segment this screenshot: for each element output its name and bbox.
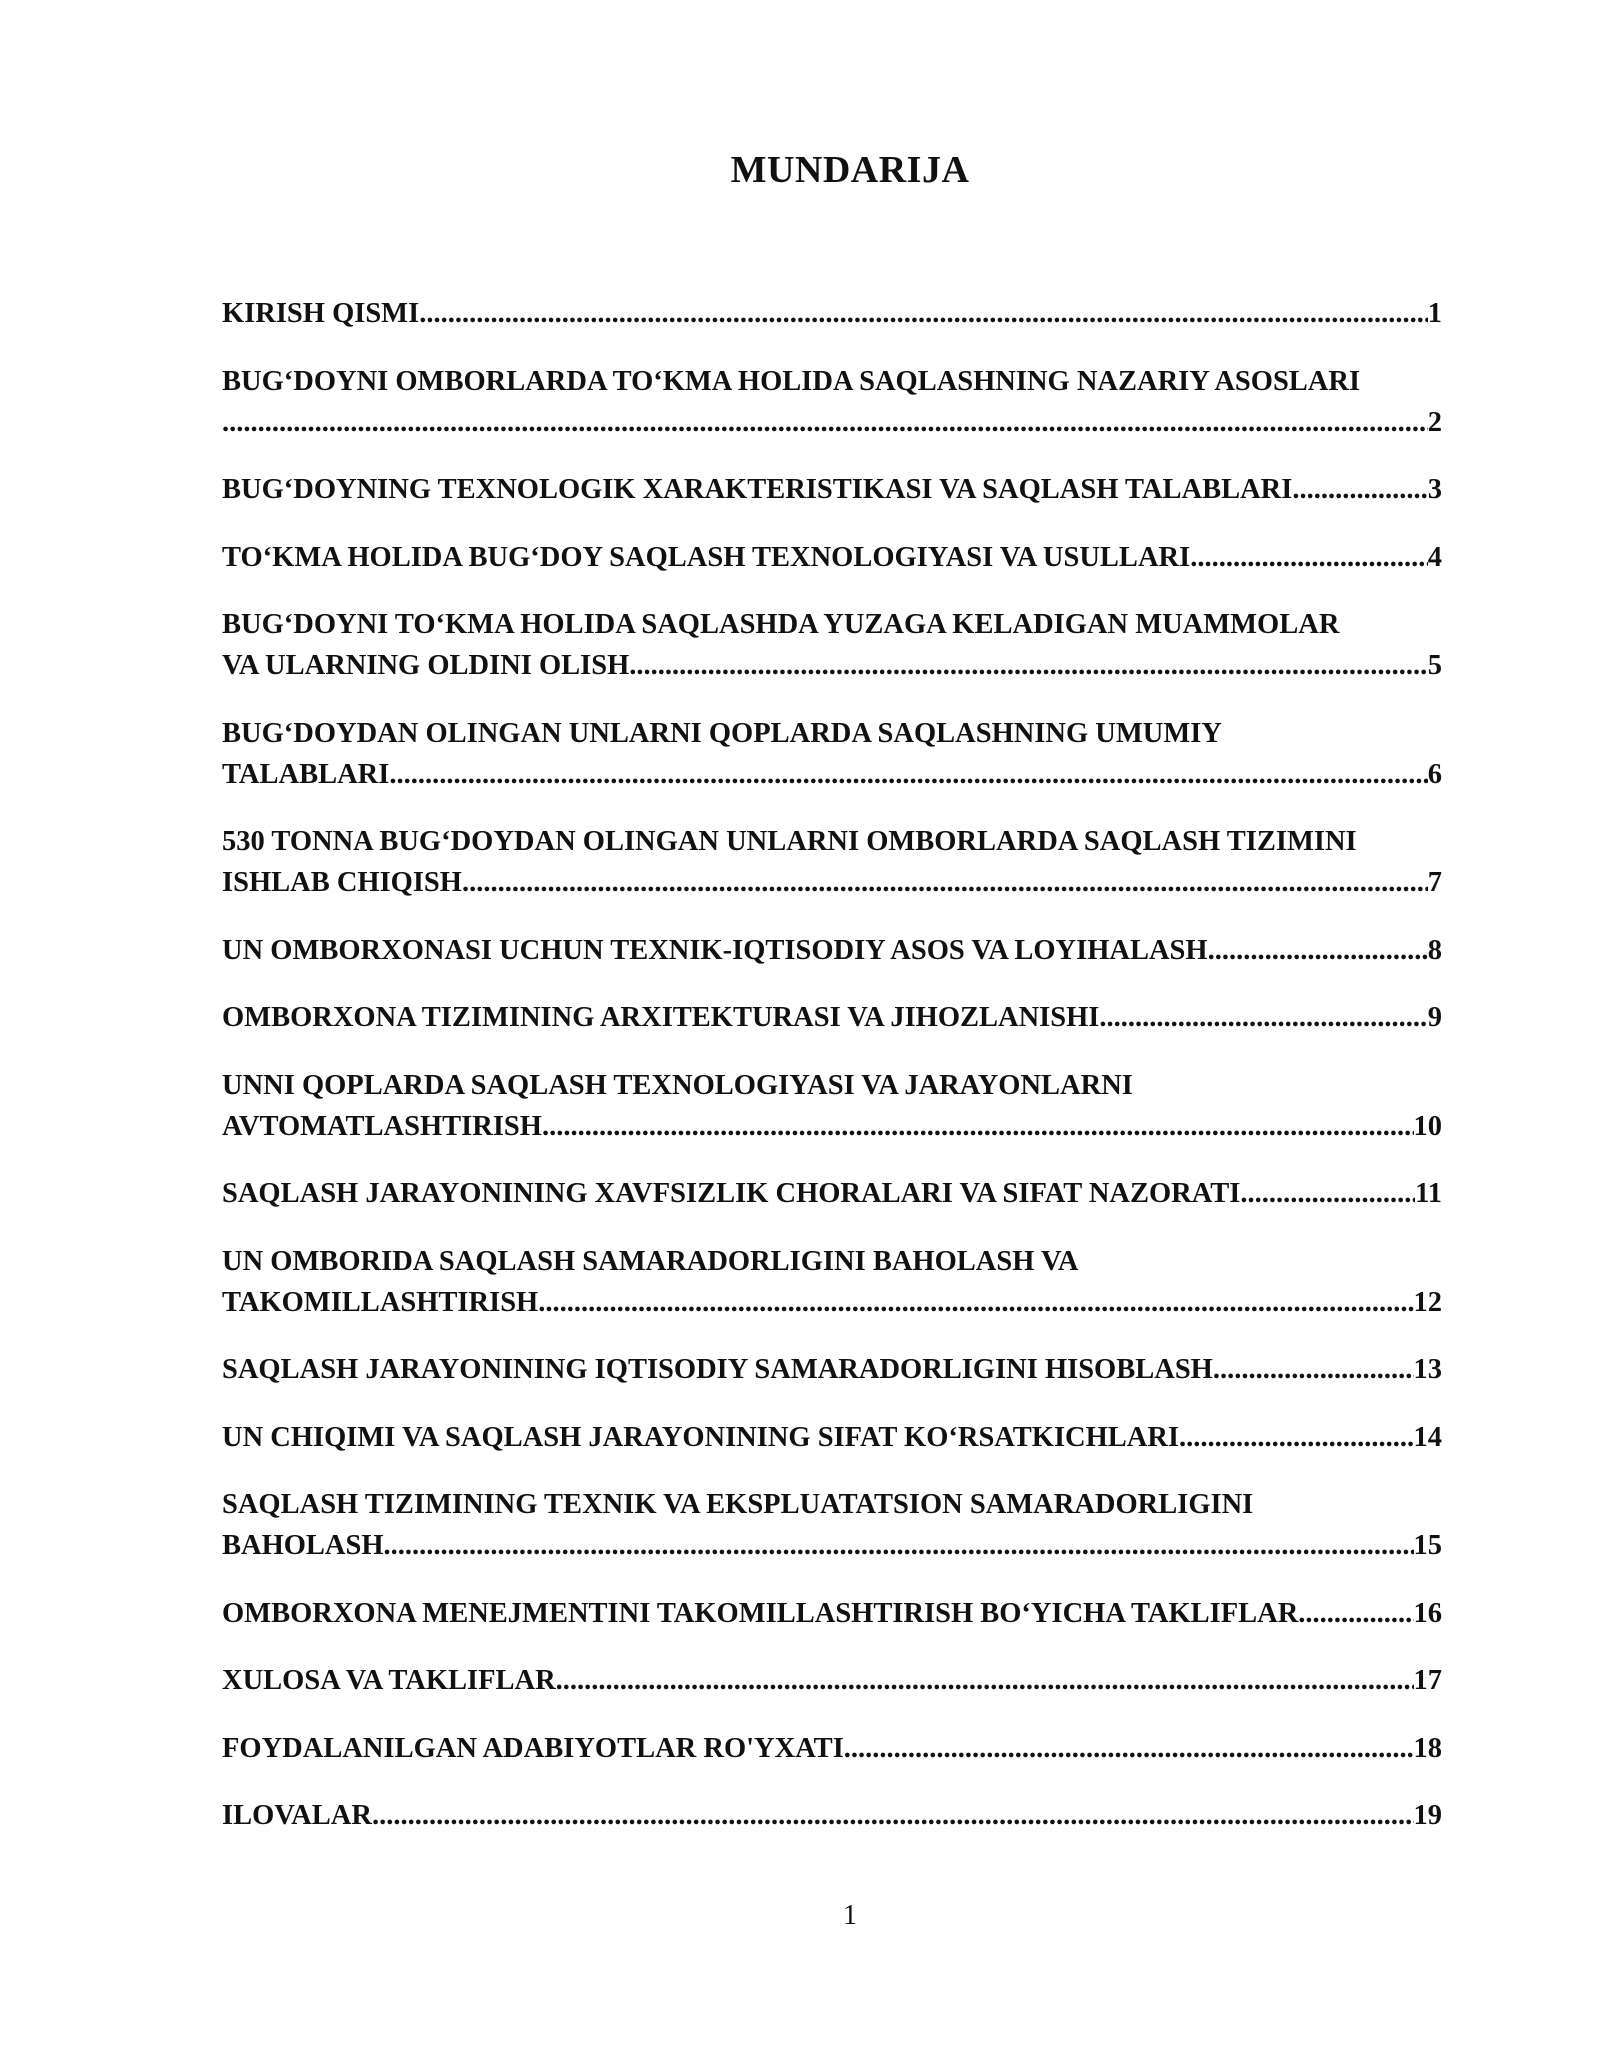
toc-entry[interactable] [222, 1065, 1442, 1147]
dot-leader [419, 293, 1428, 334]
dot-leader [462, 862, 1428, 903]
toc-entry[interactable] [222, 1349, 1442, 1390]
dot-leader [1190, 537, 1428, 578]
dot-leader [1299, 469, 1427, 510]
toc-entry[interactable] [222, 713, 1442, 795]
toc-entry[interactable] [222, 604, 1442, 686]
toc-entry-leader-line [222, 1173, 1442, 1214]
toc-entry-title: UN CHIQIMI VA SAQLASH JARAYONINING SIFAT KO‘RSATKICHLARI [222, 1421, 1180, 1453]
toc-entry-title-line: SAQLASH TIZIMINING TEXNIK VA EKSPLUATATSION SAMARADORLIGINI [222, 1489, 1254, 1520]
toc-entry[interactable] [222, 1173, 1442, 1214]
toc-entry-leader-line [222, 1525, 1442, 1566]
toc-entry-title: SAQLASH JARAYONINING XAVFSIZLIK CHORALARI VA SIFAT NAZORATI [222, 1178, 1241, 1209]
toc-entry-title-line: UNNI QOPLARDA SAQLASH TEXNOLOGIYASI VA JARAYONLARNI [222, 1069, 1133, 1101]
toc-entry-page-number: 11 [1415, 1178, 1442, 1209]
toc-entry-page-number: 16 [1413, 1597, 1442, 1629]
toc-entry-leader-line [222, 997, 1442, 1038]
toc-entry-page-number: 13 [1413, 1354, 1442, 1385]
toc-entry-leader-line [222, 930, 1442, 971]
table-of-contents [222, 293, 1442, 1863]
toc-entry[interactable] [222, 469, 1442, 510]
toc-entry-page-number: 6 [1427, 758, 1442, 790]
dot-leader [222, 402, 1428, 443]
toc-entry-page-number: 3 [1427, 474, 1442, 505]
dot-leader [1208, 930, 1428, 971]
toc-entry[interactable] [222, 1593, 1442, 1634]
toc-entry-page-number: 15 [1413, 1530, 1442, 1561]
toc-entry[interactable] [222, 997, 1442, 1038]
toc-entry[interactable] [222, 1417, 1442, 1458]
toc-entry-title: UN OMBORXONASI UCHUN TEXNIK-IQTISODIY ASOS VA LOYIHALASH [222, 934, 1208, 966]
toc-entry-page-number: 9 [1427, 1002, 1442, 1033]
toc-entry-leader-line [222, 1106, 1442, 1147]
dot-leader [629, 645, 1427, 686]
dot-leader [372, 1795, 1414, 1836]
toc-entry-page-number: 4 [1427, 541, 1442, 573]
toc-entry[interactable] [222, 537, 1442, 578]
toc-entry[interactable] [222, 293, 1442, 334]
toc-entry-title: TO‘KMA HOLIDA BUG‘DOY SAQLASH TEXNOLOGIYASI VA USULLARI [222, 541, 1191, 573]
dot-leader [1179, 1417, 1413, 1458]
dot-leader [389, 754, 1427, 795]
toc-entry-page-number: 18 [1413, 1732, 1442, 1764]
toc-entry-title-line: BUG‘DOYNI TO‘KMA HOLIDA SAQLASHDA YUZAGA KELADIGAN MUAMMOLAR [222, 609, 1340, 640]
page-title: MUNDARIJA [730, 149, 970, 191]
toc-entry[interactable] [222, 1660, 1442, 1701]
toc-entry-page-number: 19 [1413, 1800, 1442, 1831]
toc-entry-leader-line [222, 1728, 1442, 1769]
toc-entry-leader-line [222, 754, 1442, 795]
toc-entry-title: AVTOMATLASHTIRISH [222, 1110, 542, 1142]
toc-entry-leader-line [222, 537, 1442, 578]
toc-entry-title: SAQLASH JARAYONINING IQTISODIY SAMARADORLIGINI HISOBLASH [222, 1354, 1213, 1385]
toc-entry-title: OMBORXONA MENEJMENTINI TAKOMILLASHTIRISH BO‘YICHA TAKLIFLAR [222, 1597, 1299, 1629]
toc-entry[interactable] [222, 361, 1442, 443]
toc-entry-title-line: 530 TONNA BUG‘DOYDAN OLINGAN UNLARNI OMBORLARDA SAQLASH TIZIMINI [222, 826, 1357, 857]
toc-entry-title: TALABLARI [222, 758, 390, 790]
toc-entry-page-number: 12 [1413, 1286, 1442, 1318]
toc-entry-leader-line [222, 1660, 1442, 1701]
dot-leader [542, 1106, 1414, 1147]
dot-leader [384, 1525, 1414, 1566]
toc-entry-title-line: BUG‘DOYDAN OLINGAN UNLARNI QOPLARDA SAQLASHNING UMUMIY [222, 717, 1222, 749]
dot-leader [1298, 1593, 1413, 1634]
dot-leader [844, 1728, 1414, 1769]
toc-entry-leader-line [222, 1795, 1442, 1836]
toc-entry[interactable] [222, 1484, 1442, 1566]
toc-entry-leader-line [222, 862, 1442, 903]
toc-entry-title: BAHOLASH [222, 1530, 384, 1561]
toc-entry-title: KIRISH QISMI [222, 298, 420, 329]
toc-entry-title: OMBORXONA TIZIMINING ARXITEKTURASI VA JIHOZLANISHI [222, 1002, 1100, 1033]
dot-leader [538, 1282, 1413, 1323]
toc-entry-page-number: 1 [1427, 298, 1442, 329]
toc-entry-page-number: 5 [1427, 650, 1442, 681]
toc-entry-leader-line [222, 293, 1442, 334]
toc-entry[interactable] [222, 1728, 1442, 1769]
dot-leader [1213, 1349, 1414, 1390]
toc-entry-leader-line [222, 469, 1442, 510]
toc-entry-leader-line [222, 1282, 1442, 1323]
toc-entry-title: XULOSA VA TAKLIFLAR [222, 1665, 556, 1696]
toc-entry-page-number: 17 [1413, 1665, 1442, 1696]
toc-entry-page-number: 10 [1413, 1110, 1442, 1142]
toc-entry-leader-line [222, 1593, 1442, 1634]
toc-entry-title: VA ULARNING OLDINI OLISH [222, 650, 630, 681]
toc-entry-page-number: 14 [1413, 1421, 1442, 1453]
toc-entry-page-number: 7 [1427, 867, 1442, 898]
toc-entry-page-number: 8 [1427, 934, 1442, 966]
toc-entry-title: ISHLAB CHIQISH [222, 867, 462, 898]
toc-entry-title-line: UN OMBORIDA SAQLASH SAMARADORLIGINI BAHOLASH VA [222, 1245, 1079, 1277]
page-number: 1 [843, 1900, 857, 1931]
toc-entry-leader-line [222, 1417, 1442, 1458]
dot-leader [1240, 1173, 1415, 1214]
toc-entry-title: ILOVALAR [222, 1800, 372, 1831]
toc-entry-leader-line [222, 1349, 1442, 1390]
toc-entry-title: TAKOMILLASHTIRISH [222, 1286, 539, 1318]
toc-entry[interactable] [222, 1795, 1442, 1836]
dot-leader [1099, 997, 1427, 1038]
toc-entry[interactable] [222, 930, 1442, 971]
toc-entry[interactable] [222, 821, 1442, 903]
toc-entry[interactable] [222, 1241, 1442, 1323]
toc-entry-leader-line [222, 645, 1442, 686]
toc-entry-page-number: 2 [1427, 406, 1442, 438]
dot-leader [556, 1660, 1414, 1701]
toc-entry-title: BUG‘DOYNING TEXNOLOGIK XARAKTERISTIKASI VA SAQLASH TALABLARI. [222, 474, 1300, 505]
toc-entry-leader-line [222, 402, 1442, 443]
toc-entry-title-line: BUG‘DOYNI OMBORLARDA TO‘KMA HOLIDA SAQLASHNING NAZARIY ASOSLARI [222, 365, 1361, 397]
toc-entry-title: FOYDALANILGAN ADABIYOTLAR RO'YXATI [222, 1732, 844, 1764]
